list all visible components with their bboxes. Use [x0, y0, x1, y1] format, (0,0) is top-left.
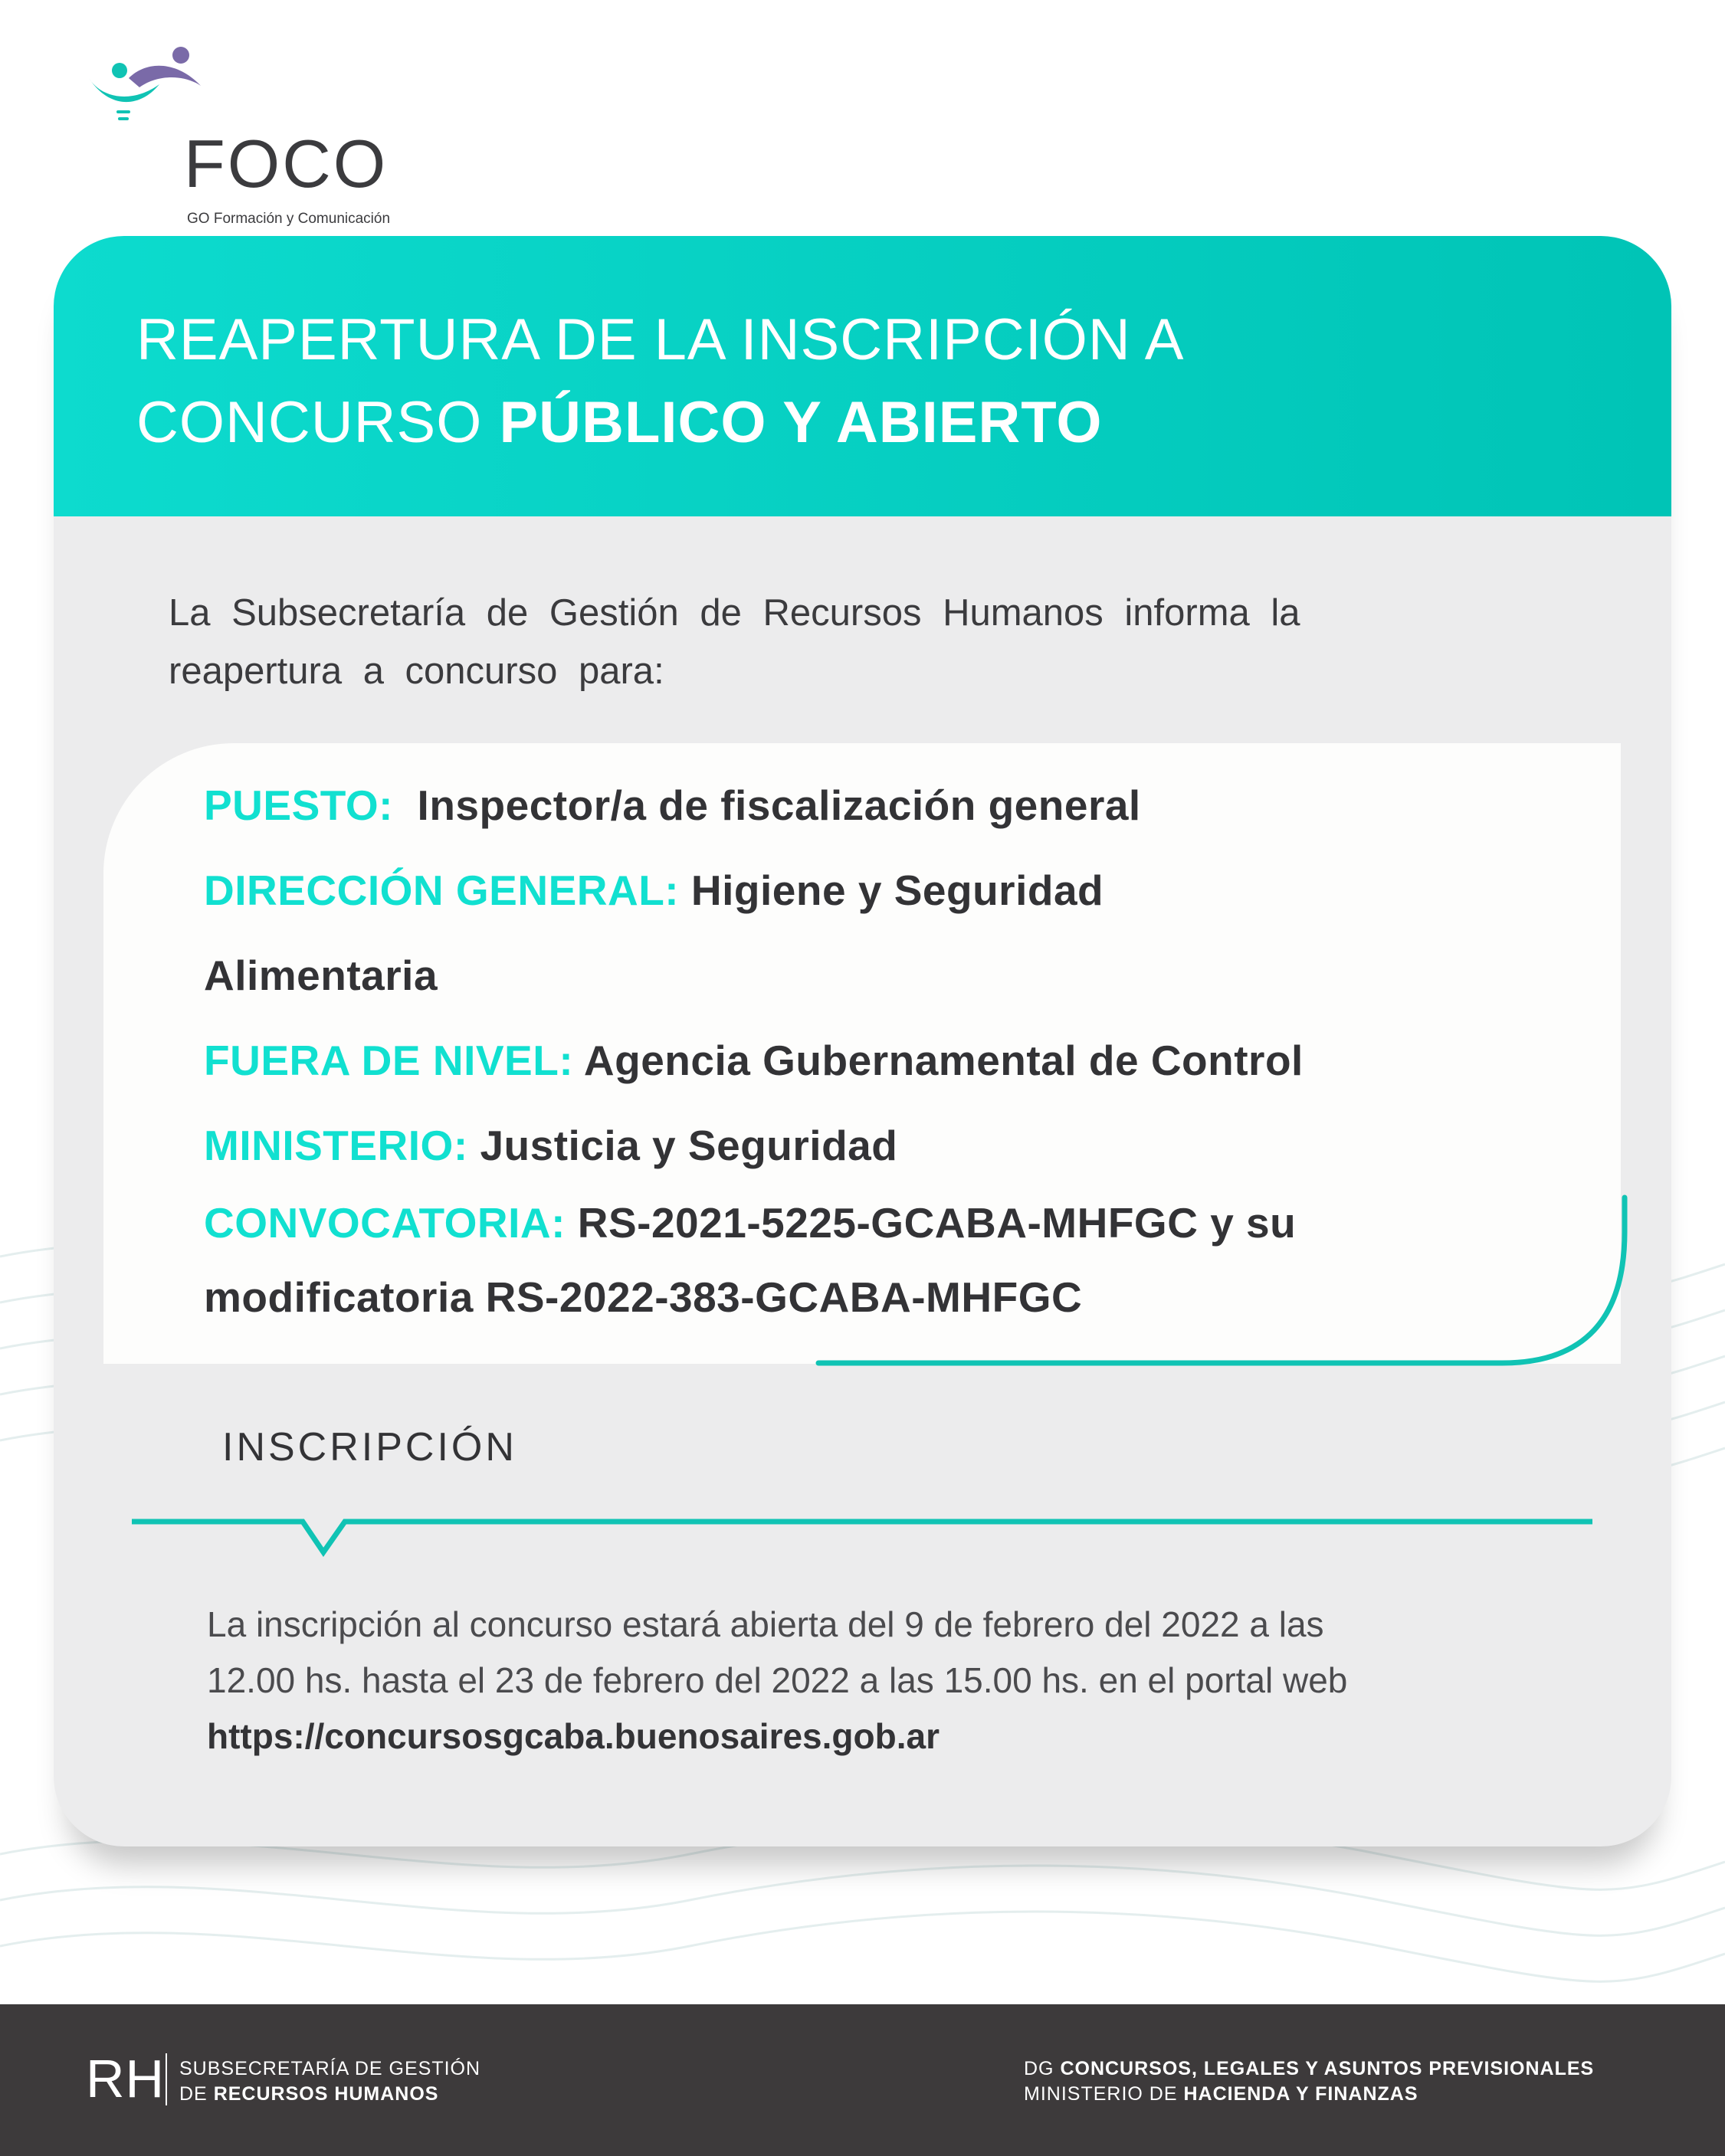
- title-line2-normal: CONCURSO: [136, 390, 483, 455]
- detail-fuera-de-nivel: [204, 1034, 1304, 1087]
- rh-divider: [166, 2053, 167, 2105]
- detail-convocatoria-cont: [204, 1270, 1082, 1324]
- ministerio-value: Justicia y Seguridad: [480, 1122, 898, 1169]
- convocatoria-label: CONVOCATORIA:: [204, 1199, 566, 1247]
- logo-tagline: GO Formación y Comunicación: [187, 211, 391, 227]
- inscripcion-line1: La inscripción al concurso estará abierta del 9 de febrero del 2022 a las: [207, 1604, 1324, 1644]
- announcement-card: [54, 236, 1671, 1846]
- ministerio-label: MINISTERIO:: [204, 1122, 468, 1169]
- dg-line2-prefix: MINISTERIO DE: [1024, 2083, 1178, 2105]
- dg-concursos: [1024, 2056, 1594, 2107]
- logo-wordmark: FOCO: [184, 126, 389, 202]
- rh-line1: SUBSECRETARÍA DE GESTIÓN: [179, 2058, 481, 2079]
- intro-line2: reapertura a concurso para:: [169, 650, 664, 692]
- intro-paragraph: [169, 584, 1556, 700]
- puesto-label: PUESTO:: [204, 781, 393, 829]
- intro-line1: La Subsecretaría de Gestión de Recursos Humanos informa la: [169, 592, 1300, 634]
- fuera-label: FUERA DE NIVEL:: [204, 1037, 574, 1084]
- rh-logo: RH: [86, 2049, 166, 2108]
- card-header: [54, 236, 1671, 516]
- dg-line1-prefix: DG: [1024, 2058, 1054, 2079]
- portal-link[interactable]: https://concursosgcaba.buenosaires.gob.ar: [207, 1716, 940, 1756]
- direccion-value: Higiene y Seguridad: [690, 867, 1104, 914]
- footer: [0, 2004, 1725, 2156]
- title-line1: REAPERTURA DE LA INSCRIPCIÓN A: [136, 307, 1185, 372]
- detail-convocatoria: [204, 1196, 1296, 1250]
- detail-ministerio: [204, 1119, 897, 1172]
- convocatoria-value: RS-2021-5225-GCABA-MHFGC y su: [577, 1199, 1297, 1247]
- inscripcion-line2: 12.00 hs. hasta el 23 de febrero del 2022 a las 15.00 hs. en el portal web: [207, 1660, 1348, 1700]
- inscripcion-text: [207, 1597, 1519, 1709]
- puesto-value: Inspector/a de fiscalización general: [417, 781, 1141, 829]
- convocatoria-value-cont: modificatoria RS-2022-383-GCABA-MHFGC: [204, 1273, 1083, 1321]
- fuera-value: Agencia Gubernamental de Control: [583, 1037, 1304, 1084]
- detail-direccion: [204, 863, 1104, 917]
- direccion-label: DIRECCIÓN GENERAL:: [204, 867, 680, 914]
- inscripcion-title: INSCRIPCIÓN: [222, 1425, 517, 1470]
- foco-logo: [86, 44, 408, 227]
- rh-line2-prefix: DE: [179, 2083, 208, 2105]
- detail-puesto: [204, 778, 1141, 832]
- dg-line2-bold: HACIENDA Y FINANZAS: [1183, 2083, 1418, 2105]
- dg-line1-bold: CONCURSOS, LEGALES Y ASUNTOS PREVISIONALES: [1060, 2058, 1595, 2079]
- rh-subsecretaria: [179, 2056, 480, 2107]
- direccion-value-cont: Alimentaria: [204, 952, 438, 999]
- rh-line2-bold: RECURSOS HUMANOS: [213, 2083, 439, 2105]
- detail-direccion-cont: [204, 949, 438, 1002]
- title-line2-bold: PÚBLICO Y ABIERTO: [499, 390, 1103, 455]
- foco-logo-icon: [86, 44, 216, 129]
- card-title: [136, 299, 1592, 464]
